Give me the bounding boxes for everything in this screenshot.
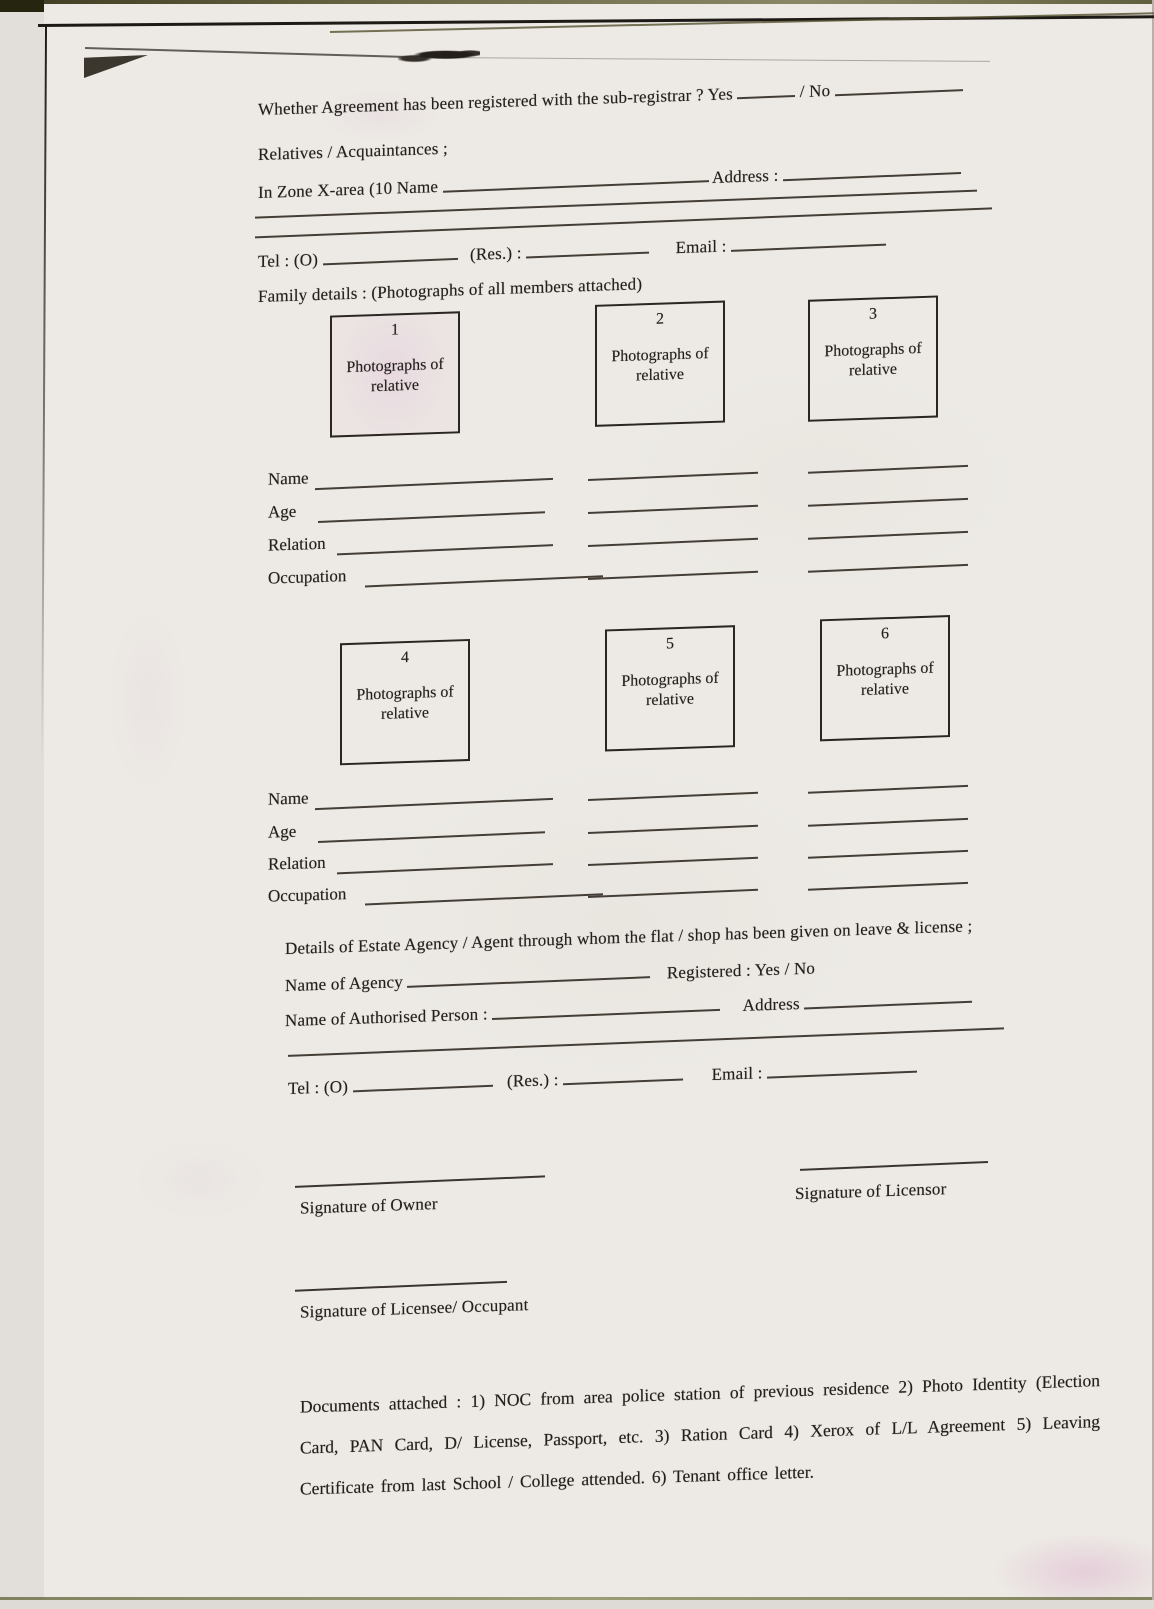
agency-res-label: (Res.) : — [507, 1070, 559, 1091]
licensor-signature-line — [800, 1161, 988, 1171]
member-line — [588, 571, 758, 580]
photo-box-caption: Photographs of relative — [611, 345, 709, 385]
photo-box-number: 6 — [881, 625, 889, 643]
member-line — [588, 889, 758, 898]
member-line — [808, 498, 968, 507]
member-line — [315, 798, 553, 810]
documents-attached-note: Documents attached : 1) NOC from area police station of previous residence 2) Photo Identity (Election Card, PAN Card, D/ License, Passport, etc. 3) Ration Card 4) Xerox of L/L Agreement 5) Leaving Certificate from last School / College attended. 6) Tenant office letter. — [300, 1370, 1100, 1499]
registration-question-line — [258, 77, 963, 120]
address-label: Address : — [712, 165, 779, 187]
authorised-person-blank — [492, 996, 720, 1020]
licensee-signature-line — [295, 1281, 507, 1292]
member-line — [365, 575, 603, 587]
member-line — [808, 818, 968, 827]
member-line — [808, 785, 968, 794]
member-line — [808, 465, 968, 474]
owner-signature-line — [295, 1175, 545, 1187]
res-blank — [526, 239, 649, 259]
member-line — [808, 882, 968, 891]
member-row-occupation: Occupation — [268, 863, 973, 908]
agency-tel-label: Tel : (O) — [288, 1077, 349, 1099]
registration-question-text: Whether Agreement has been registered with the sub-registrar ? Yes — [258, 84, 733, 119]
member-row-relation: Relation — [268, 512, 973, 557]
photo-box-caption: Photographs of relative — [824, 339, 922, 380]
agency-name-label: Name of Agency — [285, 972, 403, 996]
member-line — [588, 825, 758, 834]
agency-res-blank — [563, 1065, 683, 1085]
member-line — [808, 850, 968, 859]
photo-box-number: 4 — [401, 648, 409, 667]
member-line — [808, 531, 968, 540]
tel-label: Tel : (O) — [258, 250, 319, 271]
member-line — [588, 505, 758, 514]
owner-signature-label: Signature of Owner — [300, 1194, 438, 1218]
member-line — [588, 538, 758, 547]
email-blank — [731, 231, 886, 252]
photo-box-number: 5 — [666, 635, 674, 653]
photo-box-2 — [595, 301, 725, 427]
zone-name-blank — [443, 167, 709, 193]
photo-box-caption: Photographs of relative — [346, 355, 444, 396]
member-row-occupation: Occupation — [268, 545, 973, 590]
member-line — [315, 478, 553, 490]
member-line — [318, 831, 545, 843]
member-line — [365, 893, 603, 905]
member-line — [318, 511, 545, 523]
agency-address-label: Address — [742, 994, 800, 1015]
authorised-person-row — [285, 988, 972, 1031]
licensee-signature-label: Signature of Licensee/ Occupant — [300, 1295, 529, 1322]
photo-box-1 — [330, 311, 460, 437]
authorised-person-label: Name of Authorised Person : — [285, 1004, 488, 1031]
member-line — [808, 564, 968, 573]
no-blank-line — [835, 76, 963, 96]
member-line — [588, 857, 758, 866]
photo-box-caption: Photographs of relative — [836, 659, 934, 699]
yes-blank-line — [737, 82, 795, 99]
family-details-heading: Family details : (Photographs of all members attached) — [258, 274, 643, 306]
agency-email-blank — [767, 1058, 917, 1079]
photo-box-3 — [808, 295, 938, 421]
registered-label: Registered : Yes / No — [666, 958, 816, 983]
licensor-signature-label: Signature of Licensor — [795, 1179, 947, 1204]
agency-heading: Details of Estate Agency / Agent through whom the flat / shop has been given on leave & license ; — [285, 916, 973, 959]
member-line — [588, 472, 758, 481]
member-row-age: Age — [268, 479, 973, 524]
photo-box-6 — [820, 615, 950, 741]
member-row-relation: Relation — [268, 831, 973, 876]
member-line — [337, 863, 553, 874]
zone-name-label: In Zone X-area (10 Name — [258, 177, 439, 202]
agency-continuation-line — [288, 1027, 1004, 1057]
agency-name-row — [285, 959, 815, 997]
agency-email-label: Email : — [711, 1063, 763, 1084]
agency-name-blank — [407, 963, 650, 988]
agency-contact-row — [288, 1058, 917, 1099]
photo-box-caption: Photographs of relative — [356, 683, 454, 723]
email-label: Email : — [675, 236, 727, 258]
zone-row — [258, 159, 974, 203]
photo-box-number: 2 — [656, 310, 664, 328]
agency-tel-blank — [352, 1072, 492, 1093]
res-label: (Res.) : — [470, 243, 522, 264]
contact-row — [258, 231, 886, 272]
member-row-name: Name — [268, 446, 973, 491]
member-row-age: Age — [268, 799, 973, 844]
tel-blank — [322, 245, 457, 265]
address-group — [712, 160, 961, 188]
photo-box-5 — [605, 625, 735, 751]
agency-address-blank — [804, 988, 972, 1010]
photo-box-number: 3 — [869, 305, 877, 323]
relatives-heading: Relatives / Acquaintances ; — [258, 138, 448, 164]
member-row-name: Name — [268, 766, 973, 811]
member-line — [337, 544, 553, 555]
member-line — [588, 792, 758, 801]
no-label: / No — [799, 81, 831, 102]
photo-box-caption: Photographs of relative — [621, 669, 719, 710]
photo-box-number: 1 — [391, 321, 399, 339]
photo-box-4 — [340, 639, 470, 765]
address-blank — [783, 159, 961, 181]
